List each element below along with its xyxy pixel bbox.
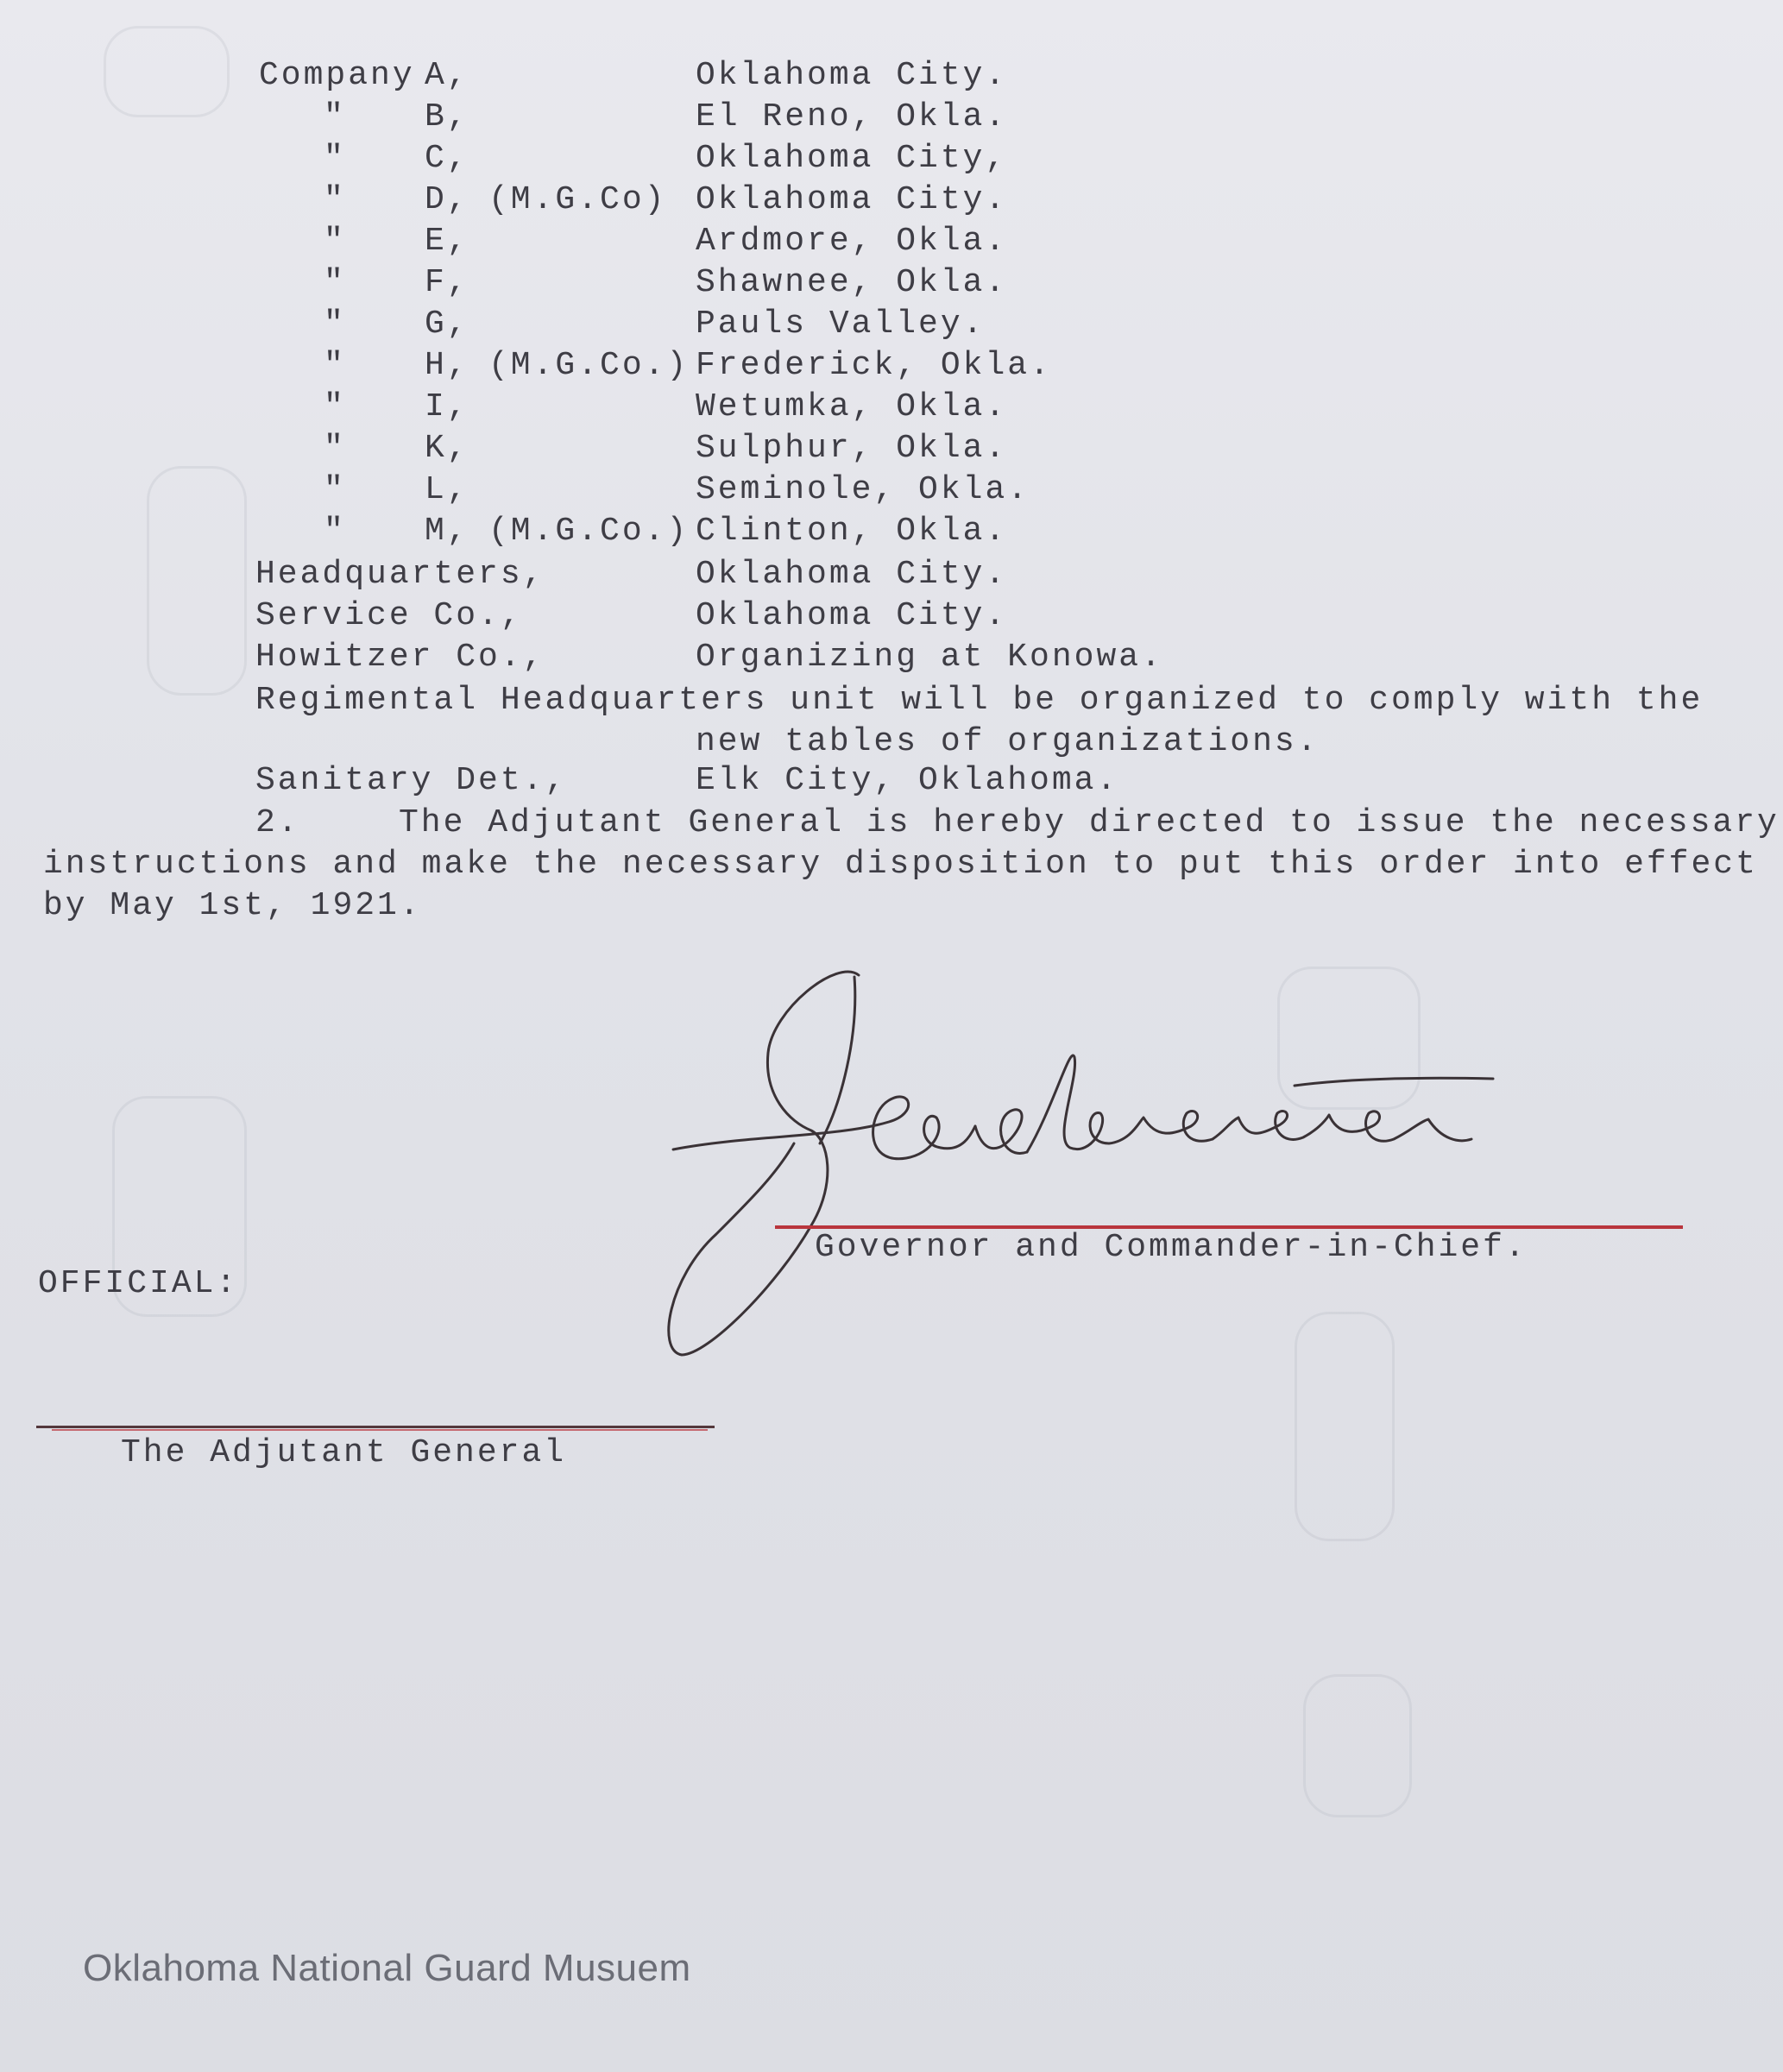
paragraph-line2: instructions and make the necessary disposition to put this order into effect [43,846,1758,883]
unit-location: Oklahoma City. [696,57,1008,94]
regimental-note-line2: new tables of organizations. [696,723,1320,760]
company-letter: C, [425,140,469,177]
regimental-note-line1: Regimental Headquarters unit will be organized to comply with the [255,682,1704,719]
ditto-mark: " [324,388,343,425]
machine-gun-note: (M.G.Co.) [488,347,690,384]
unit-location: Sulphur, Okla. [696,430,1008,467]
company-letter: H, [425,347,469,384]
company-letter: I, [425,388,469,425]
unit-location: Shawnee, Okla. [696,264,1008,301]
unit-location: Pauls Valley. [696,305,986,343]
paragraph-number: 2. [255,804,300,841]
company-letter: K, [425,430,469,467]
unit-location: Organizing at Konowa. [696,639,1163,676]
unit-location: Frederick, Okla. [696,347,1052,384]
company-letter: L, [425,471,469,508]
unit-location: Ardmore, Okla. [696,223,1008,260]
ditto-mark: " [324,430,343,467]
unit-location: Elk City, Oklahoma. [696,762,1119,799]
unit-location: Clinton, Okla. [696,513,1008,550]
paragraph-line1: The Adjutant General is hereby directed to issue the necessary [399,804,1780,841]
unit-label: Sanitary Det., [255,762,568,799]
ditto-mark: " [324,140,343,177]
company-letter: D, [425,181,469,218]
machine-gun-note: (M.G.Co.) [488,513,690,550]
company-letter: B, [425,98,469,135]
official-label: OFFICIAL: [38,1265,239,1302]
museum-watermark: Oklahoma National Guard Musuem [83,1947,691,1989]
signature-title: Governor and Commander-in-Chief. [815,1229,1528,1266]
ditto-mark: " [324,98,343,135]
company-letter: M, [425,513,469,550]
unit-label: Service Co., [255,597,523,634]
unit-location: Seminole, Okla. [696,471,1030,508]
bleed-through-mark [147,466,247,696]
bleed-through-mark [104,26,230,117]
company-letter: F, [425,264,469,301]
company-letter: G, [425,305,469,343]
unit-label: Headquarters, [255,556,545,593]
ditto-mark: " [324,513,343,550]
bleed-through-mark [1303,1674,1412,1817]
unit-location: Oklahoma City. [696,181,1008,218]
ditto-mark: " [324,305,343,343]
machine-gun-note: (M.G.Co) [488,181,667,218]
company-letter: A, [425,57,469,94]
paragraph-line3: by May 1st, 1921. [43,887,422,924]
ditto-mark: " [324,347,343,384]
governor-signature [621,958,1692,1372]
company-letter: E, [425,223,469,260]
unit-location: Oklahoma City. [696,556,1008,593]
adjutant-title: The Adjutant General [121,1434,567,1471]
unit-location: Oklahoma City. [696,597,1008,634]
unit-label: Howitzer Co., [255,639,545,676]
adjutant-signature-line [36,1426,715,1428]
adjutant-signature-line-red [52,1429,708,1431]
unit-label: Company [259,57,415,94]
unit-location: Oklahoma City, [696,140,1008,177]
ditto-mark: " [324,181,343,218]
unit-location: Wetumka, Okla. [696,388,1008,425]
ditto-mark: " [324,471,343,508]
ditto-mark: " [324,264,343,301]
unit-location: El Reno, Okla. [696,98,1008,135]
ditto-mark: " [324,223,343,260]
